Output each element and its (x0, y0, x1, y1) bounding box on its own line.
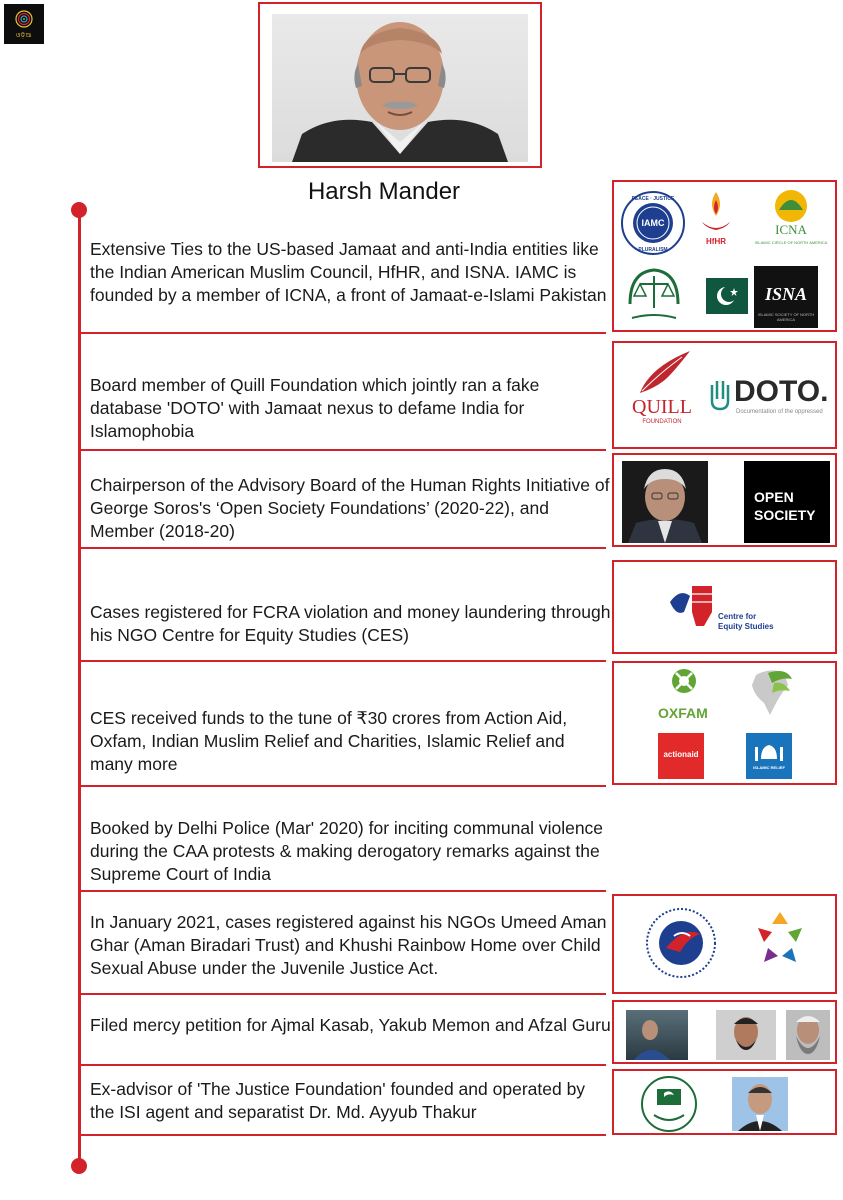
hfhr-logo (696, 188, 736, 248)
entry-divider (80, 1064, 606, 1066)
logo-panel-ngos (612, 894, 837, 994)
open-society-logo: OPEN SOCIETY (744, 461, 830, 543)
quill-sub: FOUNDATION (642, 419, 682, 425)
iamc-ring-bottom: PLURALISM (638, 247, 668, 253)
timeline-entry: In January 2021, cases registered against his NGOs Umeed Aman Ghar (Aman Biradari Trust) and Khushi Rainbow Home over Child Sexual Abuse under the Juvenile Justice Act. (90, 912, 607, 978)
actionaid-logo: actionaid (658, 733, 704, 779)
icna-logo (754, 184, 828, 258)
memon-photo (716, 1010, 776, 1060)
ces-fist-logo (666, 582, 718, 636)
logo-panel-jamaat (612, 180, 837, 332)
quill-logo (620, 347, 704, 437)
ces-line1: Centre for (718, 612, 757, 621)
entry-divider (80, 660, 606, 662)
timeline-entry: Filed mercy petition for Ajmal Kasab, Yakub Memon and Afzal Guru (90, 1015, 611, 1035)
thakur-photo (732, 1077, 788, 1131)
timeline-entry: Ex-advisor of 'The Justice Foundation' founded and operated by the ISI agent and separatist Dr. Md. Ayyub Thakur (90, 1079, 586, 1122)
islamic-relief-logo: ISLAMIC RELIEF (746, 733, 792, 779)
logo-panel-justice-foundation (612, 1069, 837, 1135)
logo-panel-funders (612, 661, 837, 785)
timeline-entry: Board member of Quill Foundation which jointly ran a fake database 'DOTO' with Jamaat nexus to defame India for Islamophobia (90, 375, 540, 441)
timeline-entry: Cases registered for FCRA violation and money laundering through his NGO Centre for Equity Studies (CES) (90, 602, 611, 645)
icna-label: ICNA (775, 222, 807, 237)
portrait-frame (258, 2, 542, 168)
icna-sub: ISLAMIC CIRCLE OF NORTH AMERICA (754, 240, 828, 245)
oxfam-icon (664, 667, 704, 699)
iamc-logo (620, 190, 686, 256)
logo-panel-convicts (612, 1000, 837, 1064)
logo-panel-quill-doto (612, 341, 837, 449)
oxfam-label: OXFAM (658, 705, 708, 721)
logo-panel-ces (612, 560, 837, 654)
timeline-start-dot (71, 202, 87, 218)
aman-biradari-logo (644, 906, 718, 980)
hfhr-label: HfHR (706, 237, 726, 246)
justice-foundation-logo (640, 1075, 698, 1133)
timeline-end-dot (71, 1158, 87, 1174)
isna-logo: ISNA ISLAMIC SOCIETY OF NORTH AMERICA (754, 266, 818, 328)
fingerprint-icon (15, 8, 33, 32)
entry-divider (80, 547, 606, 549)
portrait-photo (272, 14, 528, 162)
soros-photo (622, 461, 708, 543)
timeline-entry: CES received funds to the tune of ₹30 crores from Action Aid, Oxfam, Indian Muslim Relief and Charities, Islamic Relief and many more (90, 708, 568, 774)
entry-divider (80, 890, 606, 892)
timeline-entry: Extensive Ties to the US-based Jamaat and anti-India entities like the Indian American Muslim Council, HfHR, and ISNA. IAMC is founded by a member of ICNA, a front of Jamaat-e-Islami Pakistan (90, 239, 607, 305)
quill-label: QUILL (632, 396, 692, 418)
timeline-entry: Chairperson of the Advisory Board of the Human Rights Initiative of George Soros's ‘Open Society Foundations’ (2020-22), and Member (2018-20) (90, 475, 610, 541)
timeline-line (78, 212, 81, 1167)
timeline-entry: Booked by Delhi Police (Mar' 2020) for inciting communal violence during the CAA protests & making derogatory remarks against the Supreme Court of India (90, 818, 604, 884)
doto-hand-icon (708, 377, 732, 411)
guru-photo (786, 1010, 830, 1060)
doto-sub: Documentation of the oppressed (736, 409, 823, 415)
pakistan-flag-icon (692, 278, 748, 314)
kasab-photo (626, 1010, 688, 1060)
brand-label: ଓଡ଼ିଆ (16, 33, 32, 39)
entry-divider (80, 1134, 606, 1136)
brand-logo (4, 4, 44, 44)
rainbow-home-logo (750, 910, 810, 974)
entry-divider (80, 449, 606, 451)
entry-divider (80, 332, 606, 334)
justice-scales-logo (622, 264, 686, 328)
iamc-center-text: IAMC (641, 218, 665, 228)
ces-line2: Equity Studies (718, 622, 774, 631)
entry-divider (80, 785, 606, 787)
logo-panel-soros (612, 453, 837, 547)
doto-label: DOTO. (734, 375, 829, 408)
imrc-map-logo (746, 665, 796, 719)
profile-name: Harsh Mander (307, 178, 461, 205)
entry-divider (80, 993, 606, 995)
iamc-ring-top: PEACE · JUSTICE (631, 196, 675, 202)
